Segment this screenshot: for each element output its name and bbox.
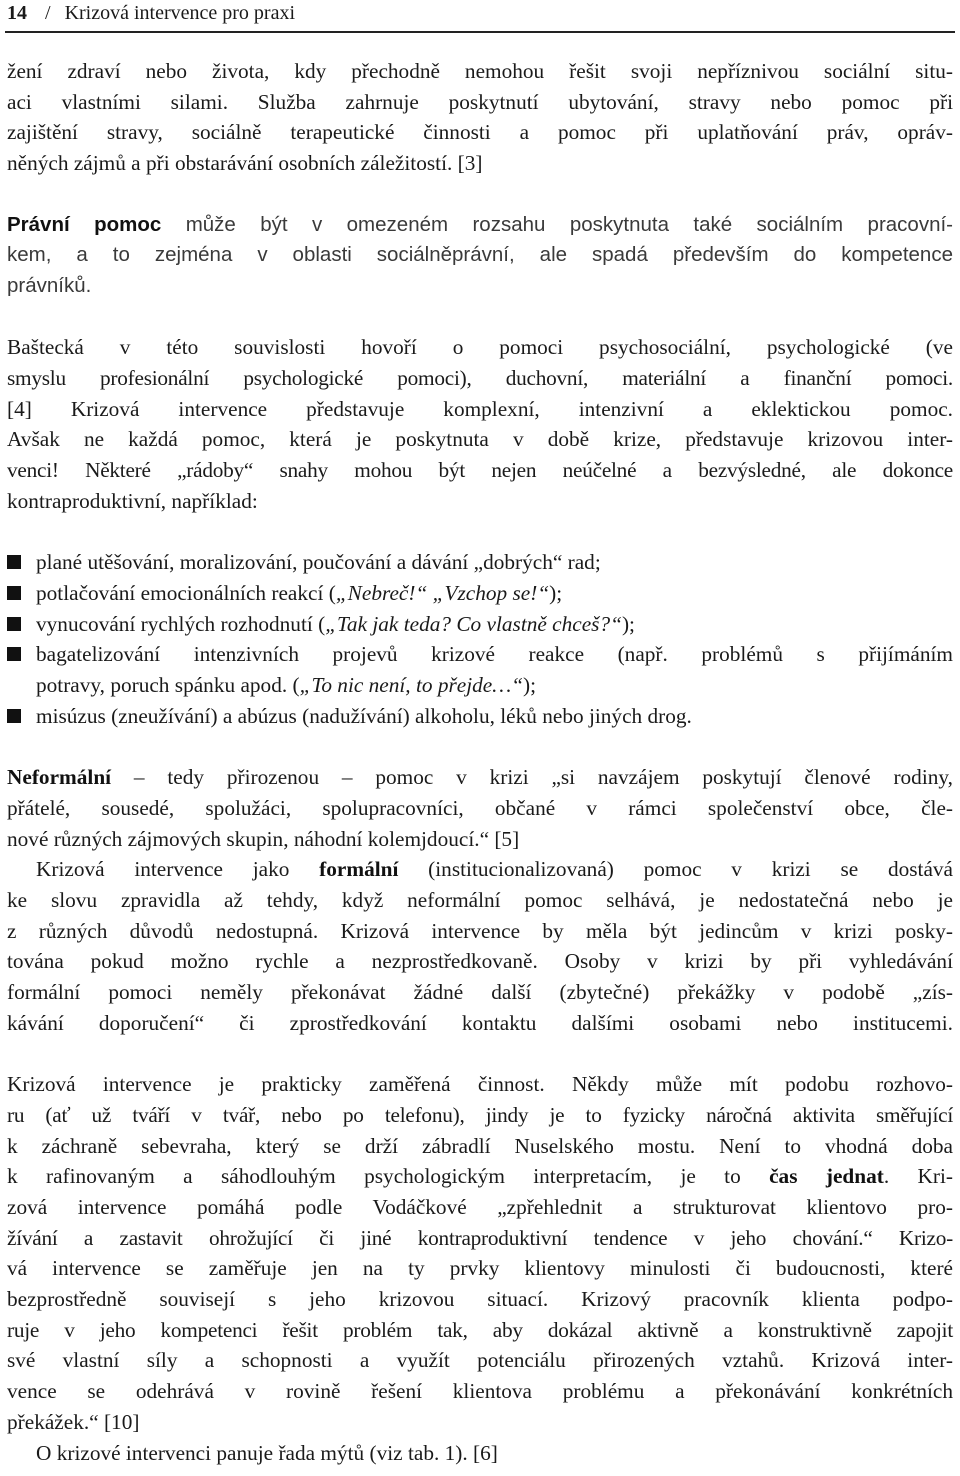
bullet-list bbox=[7, 547, 953, 731]
text-line: vence se odehrává v rovině řešení klientova problému a překonávání konkrétních bbox=[7, 1379, 953, 1404]
paragraph-gap bbox=[7, 1038, 953, 1069]
text-line: zová intervence pomáhá podle Vodáčkové „zpřehlednit a strukturovat klientovo pro- bbox=[7, 1194, 953, 1219]
text-line: z různých důvodů nedostupná. Krizová intervence by měla být jedincům v krizi posky- bbox=[7, 918, 953, 943]
text-line: právníků. bbox=[7, 273, 92, 297]
term-formal: formální bbox=[319, 857, 399, 882]
text-line: k rafinovaným a sáhodlouhým psychologickým interpretacím, je to čas jednat. Kri- bbox=[7, 1164, 954, 1189]
paragraph-informal-help bbox=[7, 762, 953, 854]
paragraph-legal-aid bbox=[7, 210, 953, 302]
paragraph-social-service bbox=[7, 56, 953, 179]
text-line: ru (ať už tváří v tvář, nebo po telefonu), jindy je to fyzicky náročná aktivita směřující bbox=[7, 1102, 953, 1127]
text-line: Krizová intervence je prakticky zaměřená činnost. Někdy může mít podobu rozhovo- bbox=[7, 1072, 953, 1097]
text-line: venci! Některé „rádoby“ snahy mohou být nejen neúčelné a bezvýsledné, ale dokonce bbox=[7, 458, 953, 483]
paragraph-practical-activity bbox=[7, 1069, 953, 1437]
text-line: nové různých zájmových skupin, náhodní kolemjdoucí.“ [5] bbox=[7, 826, 520, 851]
square-bullet-icon bbox=[7, 586, 21, 600]
text-line: aci vlastními silami. Služba zahrnuje poskytnutí ubytování, stravy nebo pomoc při bbox=[7, 89, 953, 114]
paragraph-myths bbox=[7, 1438, 953, 1469]
text-line: vá intervence se zaměřuje jen na ty prvky klientovy minulosti či budoucnosti, které bbox=[7, 1256, 953, 1281]
text-line: zajištění stravy, sociálně terapeutické činnosti a pomoc při uplatňování práv, opráv- bbox=[7, 120, 953, 145]
text-line: žení zdraví nebo života, kdy přechodně nemohou řešit svoji nepříznivou sociální situ- bbox=[7, 59, 953, 83]
paragraph-gap bbox=[7, 731, 953, 762]
text-line: přátelé, sousedé, spolužáci, spolupracovníci, občané v rámci společenství obce, čle- bbox=[7, 795, 953, 820]
text-line: Krizová intervence jako formální (institucionalizovaná) pomoc v krizi se dostává bbox=[36, 857, 953, 882]
list-item: plané utěšování, moralizování, poučování a dávání „dobrých“ rad; bbox=[7, 547, 953, 578]
text-line: kem, a to zejména v oblasti sociálněprávní, ale spadá především do kompetence bbox=[7, 243, 953, 267]
page-number: 14 bbox=[7, 2, 27, 24]
text-line: kontraproduktivní, například: bbox=[7, 488, 258, 513]
text-line: O krizové intervenci panuje řada mýtů (viz tab. 1). [6] bbox=[36, 1440, 498, 1465]
running-title: Krizová intervence pro praxi bbox=[64, 2, 296, 24]
square-bullet-icon bbox=[7, 647, 21, 661]
text-line: formální pomoci neměly překonávat žádné další (zbytečné) překážky v podobě „zís- bbox=[7, 980, 953, 1005]
paragraph-gap bbox=[7, 517, 953, 548]
text-line: bezprostředně souvisejí s jeho krizovou situací. Krizový pracovník klienta podpo- bbox=[7, 1287, 953, 1312]
header-separator: / bbox=[45, 2, 51, 24]
text-line: k záchraně sebevraha, který se drží zábradlí Nuselského mostu. Není to vhodná doba bbox=[7, 1133, 953, 1158]
term-time-to-act: čas jednat bbox=[769, 1164, 884, 1189]
text-line: žívání a zastavit ohrožující či jiné kontraproduktivní tendence v jeho chování.“ Krizo- bbox=[7, 1225, 953, 1250]
list-item: vynucování rychlých rozhodnutí („Tak jak teda? Co vlastně chceš?“); bbox=[7, 609, 953, 640]
text-line: překážek.“ [10] bbox=[7, 1409, 140, 1434]
text-line: tována pokud možno rychle a nezprostředkovaně. Osoby v krizi by při vyhledávání bbox=[7, 949, 953, 974]
term-legal-aid: Právní pomoc bbox=[7, 212, 162, 236]
text-line: kávání doporučení“ či zprostředkování kontaktu dalšími osobami nebo institucemi. bbox=[7, 1010, 953, 1035]
running-header bbox=[7, 0, 953, 30]
square-bullet-icon bbox=[7, 555, 21, 569]
text-line: něných zájmů a při obstarávání osobních záležitostí. [3] bbox=[7, 151, 483, 176]
text-line: své vlastní síly a schopnosti a využít potenciálu přirozených vztahů. Krizová inter- bbox=[7, 1348, 953, 1373]
text-line: Neformální – tedy přirozenou – pomoc v krizi „si navzájem poskytují členové rodiny, bbox=[7, 765, 953, 790]
square-bullet-icon bbox=[7, 709, 21, 723]
text-line: Právní pomoc může být v omezeném rozsahu poskytnuta také sociálním pracovní- bbox=[7, 212, 953, 236]
paragraph-gap bbox=[7, 179, 953, 210]
term-informal: Neformální bbox=[7, 765, 112, 790]
text-line: Avšak ne každá pomoc, která je poskytnuta v době krize, představuje krizovou inter- bbox=[7, 427, 953, 452]
text-line: smyslu profesionální psychologické pomoci), duchovní, materiální a finanční pomoci. bbox=[7, 366, 953, 390]
paragraph-formal-help bbox=[7, 854, 953, 1038]
paragraph-bastecka bbox=[7, 332, 953, 516]
text-line: ruje v jeho kompetenci řešit problém tak, aby dokázal aktivně a konstruktivně zapojit bbox=[7, 1317, 953, 1342]
list-item: misúzus (zneužívání) a abúzus (nadužívání) alkoholu, léků nebo jiných drog. bbox=[7, 701, 953, 732]
text-line: Baštecká v této souvislosti hovoří o pomoci psychosociální, psychologické (ve bbox=[7, 335, 953, 360]
body-text bbox=[7, 56, 953, 1468]
text-line: ke slovu zpravidla až tehdy, když neformální pomoc selhává, je nedostatečná nebo je bbox=[7, 887, 953, 912]
list-item: bagatelizování intenzivních projevů krizové reakce (např. problémů s přijímáním potravy, poruch spánku apod. („To nic není, to přejde…“); bbox=[7, 639, 953, 700]
square-bullet-icon bbox=[7, 617, 21, 631]
text-line: [4] Krizová intervence představuje komplexní, intenzivní a eklektickou pomoc. bbox=[7, 396, 953, 421]
header-rule bbox=[5, 31, 955, 33]
list-item: potlačování emocionálních reakcí („Nebreč!“ „Vzchop se!“); bbox=[7, 578, 953, 609]
paragraph-gap bbox=[7, 302, 953, 333]
